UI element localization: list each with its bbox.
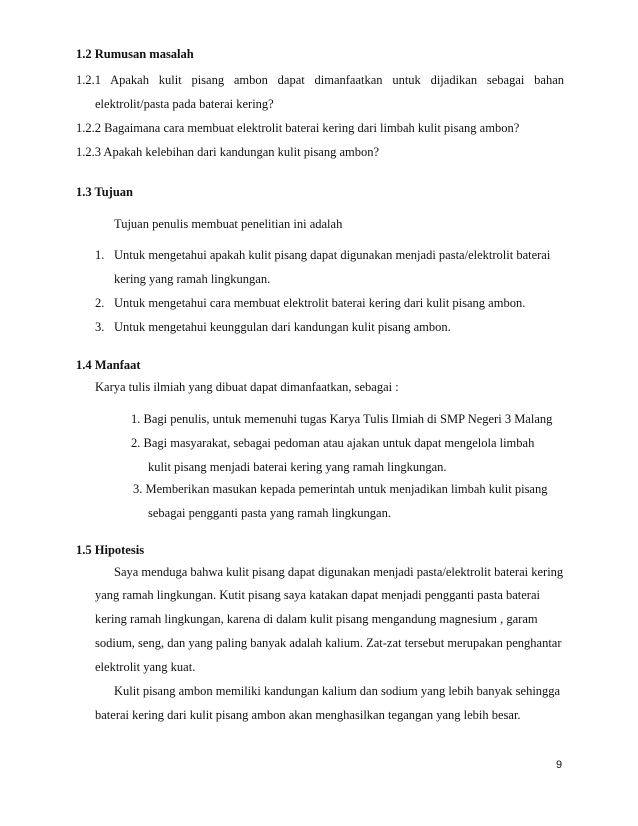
rumusan-item-1-line2: elektrolit/pasta pada baterai kering?	[95, 97, 274, 111]
page-number: 9	[556, 759, 563, 771]
tujuan-item-3-line1: Untuk mengetahui keunggulan dari kandungan kulit pisang ambon.	[114, 320, 451, 334]
tujuan-item-1-number: 1.	[95, 248, 105, 262]
tujuan-item-1-line2: kering yang ramah lingkungan.	[114, 272, 271, 286]
hipotesis-line-3: kering ramah lingkungan, karena di dalam kulit pisang mengandung magnesium , garam	[95, 612, 538, 626]
manfaat-item-2-line1: 2. Bagi masyarakat, sebagai pedoman atau ajakan untuk dapat mengelola limbah	[131, 436, 535, 450]
section-heading-hipotesis: 1.5 Hipotesis	[76, 543, 145, 557]
section-heading-tujuan: 1.3 Tujuan	[76, 185, 133, 199]
manfaat-intro: Karya tulis ilmiah yang dibuat dapat dimanfaatkan, sebagai :	[95, 380, 399, 394]
tujuan-item-3-number: 3.	[95, 320, 105, 334]
hipotesis-line-1: Saya menduga bahwa kulit pisang dapat digunakan menjadi pasta/elektrolit baterai kering	[114, 565, 564, 579]
section-heading-rumusan-masalah: 1.2 Rumusan masalah	[76, 47, 194, 61]
tujuan-item-2-line1: Untuk mengetahui cara membuat elektrolit baterai kering dari kulit pisang ambon.	[114, 296, 526, 310]
hipotesis-line-6: Kulit pisang ambon memiliki kandungan kalium dan sodium yang lebih banyak sehingga	[114, 684, 561, 698]
hipotesis-line-5: elektrolit yang kuat.	[95, 660, 196, 674]
hipotesis-line-2: yang ramah lingkungan. Kutit pisang saya katakan dapat menjadi pengganti pasta baterai	[95, 588, 540, 602]
rumusan-item-2: 1.2.2 Bagaimana cara membuat elektrolit baterai kering dari limbah kulit pisang ambon?	[76, 121, 520, 135]
manfaat-item-3-line1: 3. Memberikan masukan kepada pemerintah untuk menjadikan limbah kulit pisang	[133, 482, 548, 496]
manfaat-item-3-line2: sebagai pengganti pasta yang ramah lingkungan.	[148, 506, 391, 520]
manfaat-item-2-line2: kulit pisang menjadi baterai kering yang ramah lingkungan.	[148, 460, 447, 474]
rumusan-item-1-line1: 1.2.1 Apakah kulit pisang ambon dapat dimanfaatkan untuk dijadikan sebagai bahan	[76, 73, 564, 87]
rumusan-item-3: 1.2.3 Apakah kelebihan dari kandungan kulit pisang ambon?	[76, 145, 380, 159]
tujuan-intro: Tujuan penulis membuat penelitian ini adalah	[114, 217, 343, 231]
tujuan-item-2-number: 2.	[95, 296, 105, 310]
manfaat-item-1: 1. Bagi penulis, untuk memenuhi tugas Karya Tulis Ilmiah di SMP Negeri 3 Malang	[131, 412, 553, 426]
hipotesis-line-4: sodium, seng, dan yang paling banyak adalah kalium. Zat-zat tersebut merupakan penghantar	[95, 636, 562, 650]
section-heading-manfaat: 1.4 Manfaat	[76, 358, 141, 372]
tujuan-item-1-line1: Untuk mengetahui apakah kulit pisang dapat digunakan menjadi pasta/elektrolit baterai	[114, 248, 551, 262]
hipotesis-line-7: baterai kering dari kulit pisang ambon akan menghasilkan tegangan yang lebih besar.	[95, 708, 521, 722]
